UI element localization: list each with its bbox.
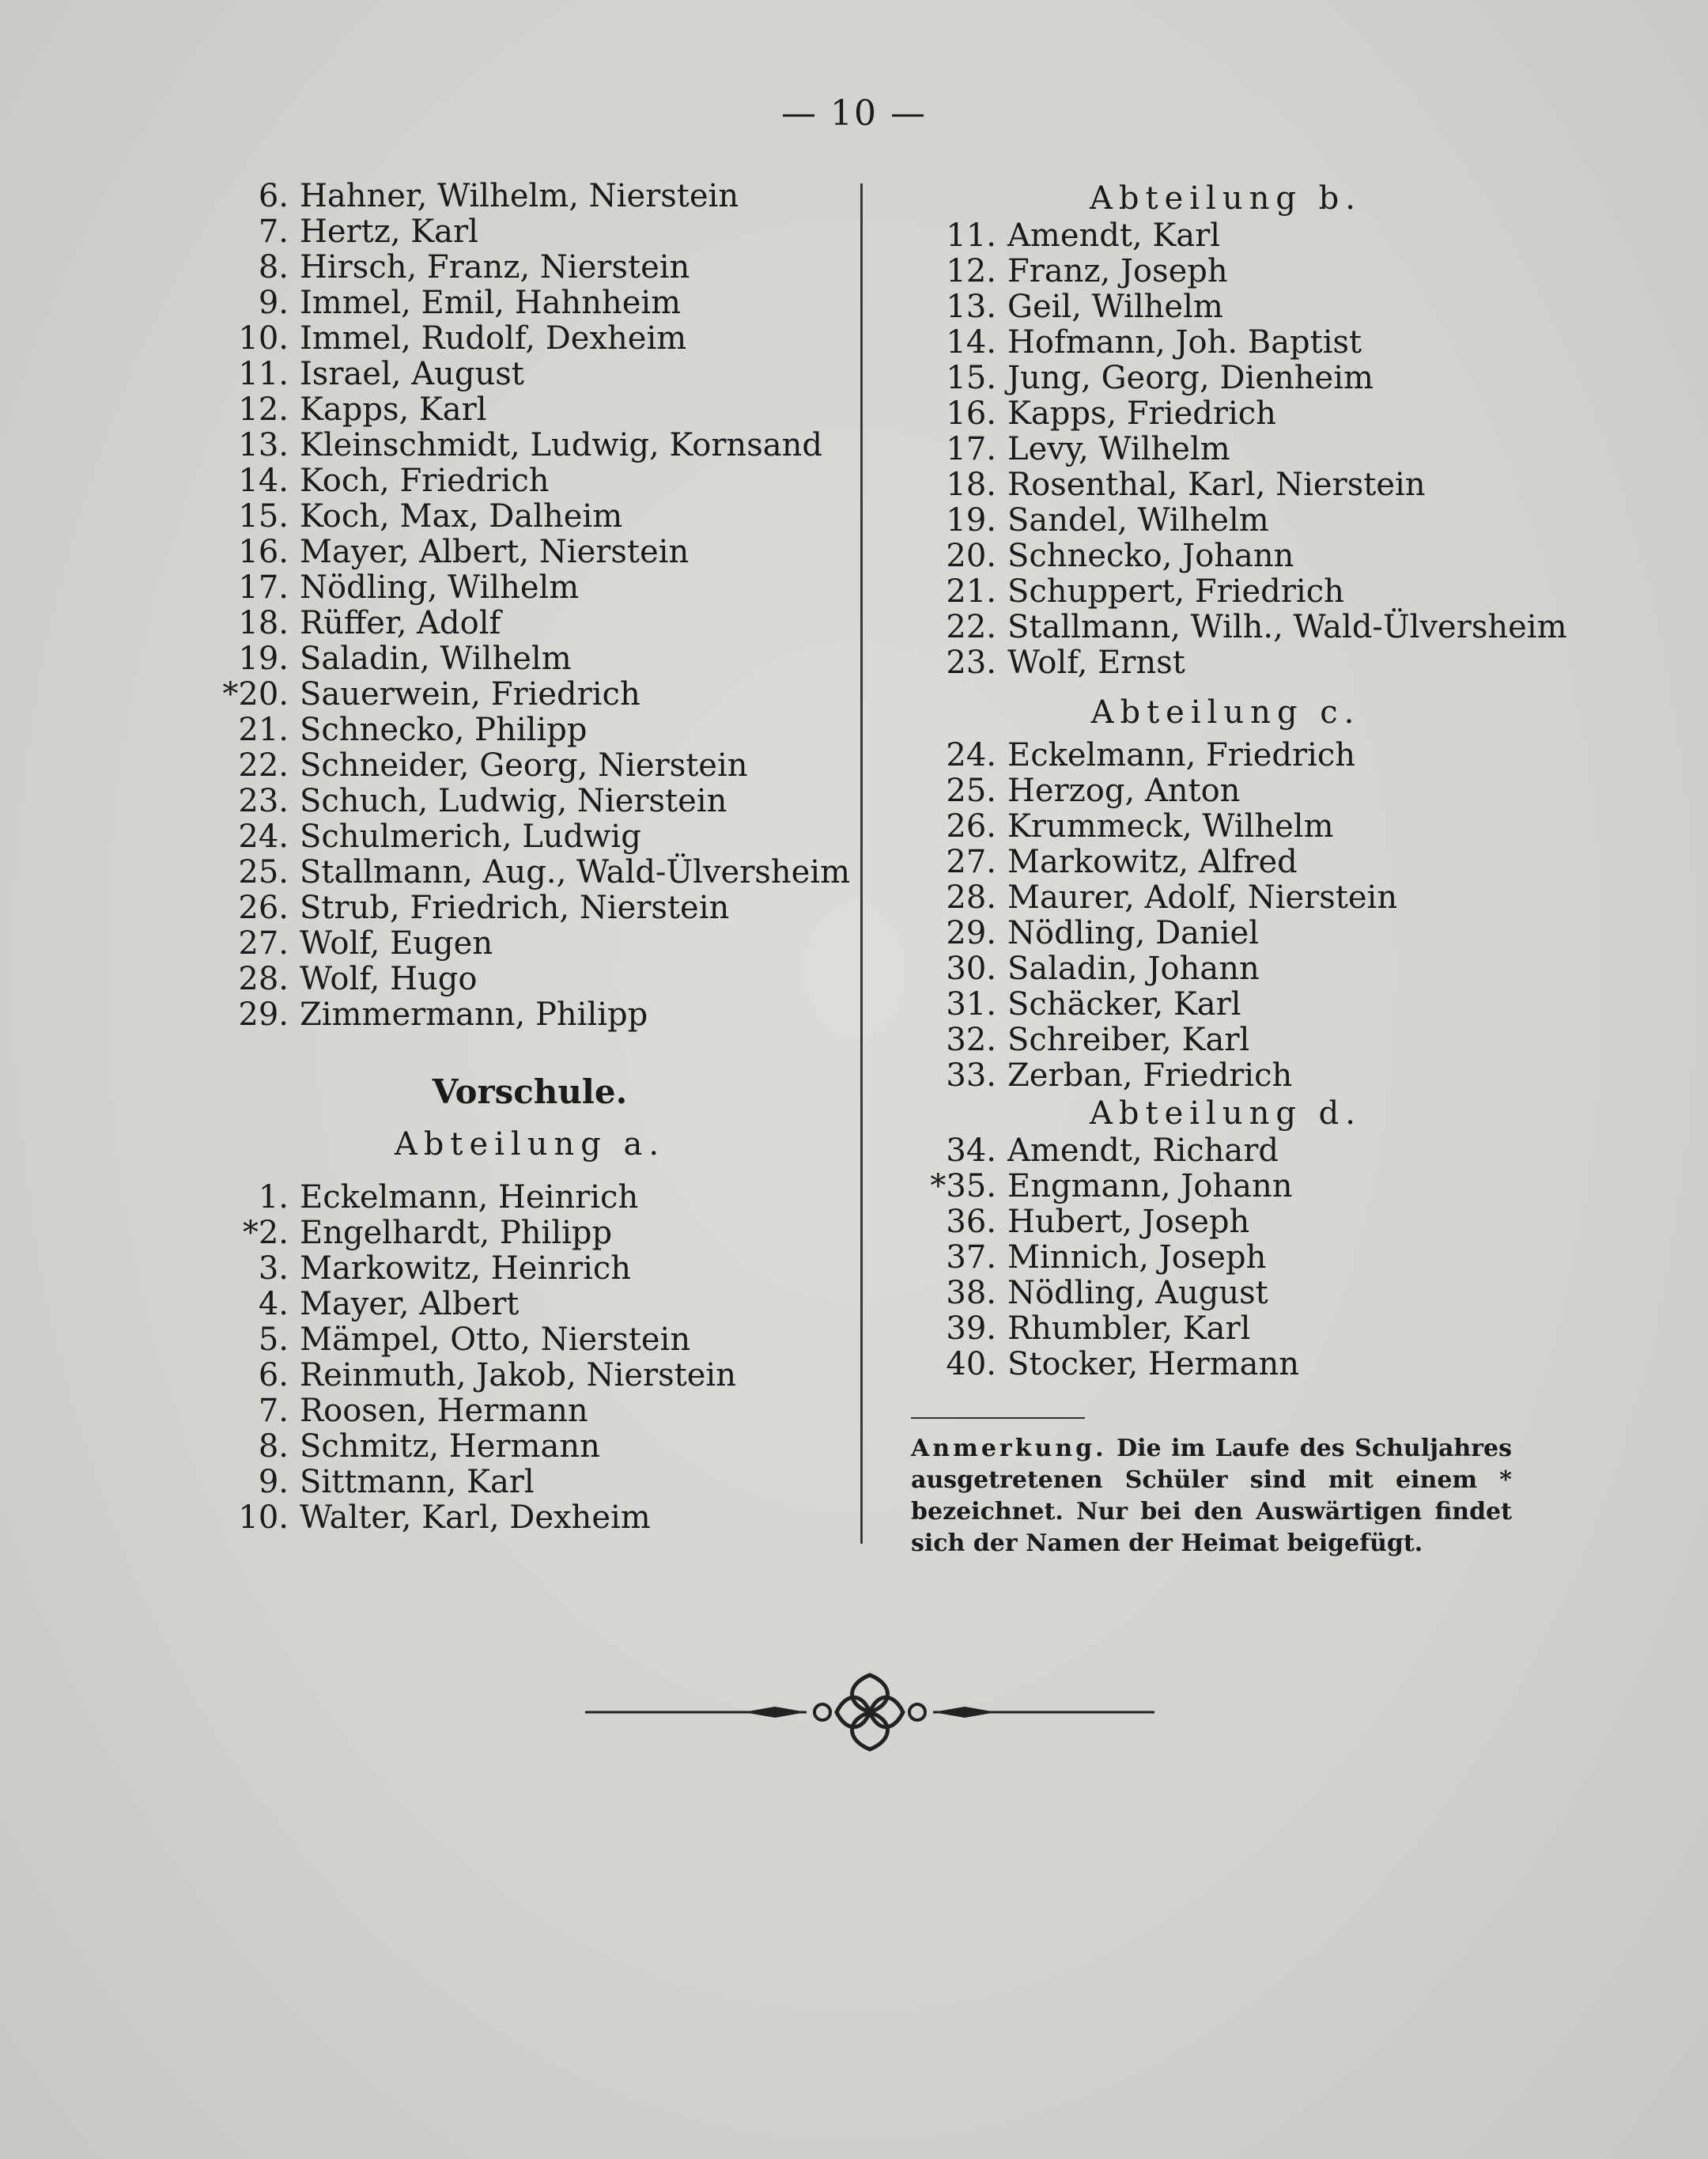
list-item xyxy=(198,392,862,428)
item-number: 1. xyxy=(258,1179,289,1216)
list-item xyxy=(901,1023,1550,1058)
item-number: 16. xyxy=(946,395,996,432)
item-number: 7. xyxy=(258,214,289,250)
item-number: 17. xyxy=(238,569,289,606)
item-number: 22. xyxy=(238,747,289,784)
item-number: 6. xyxy=(258,178,289,214)
right-column xyxy=(901,179,1567,1382)
list-item xyxy=(901,773,1550,809)
list-item xyxy=(198,428,862,463)
item-number: 12. xyxy=(238,391,289,428)
student-name: Koch, Friedrich xyxy=(300,463,550,499)
student-name: Immel, Emil, Hahnheim xyxy=(300,285,682,321)
student-name: Amendt, Karl xyxy=(1007,217,1221,254)
abteilung-d-heading: Abteilung d. xyxy=(1090,1095,1362,1132)
student-name: Geil, Wilhelm xyxy=(1007,289,1223,325)
list-item xyxy=(901,738,1550,773)
list-item xyxy=(198,926,862,962)
item-number: 39. xyxy=(946,1310,996,1347)
item-number: 21. xyxy=(946,573,996,610)
student-name: Sittmann, Karl xyxy=(300,1464,535,1500)
student-name: Sandel, Wilhelm xyxy=(1007,502,1269,539)
student-name: Nödling, Wilhelm xyxy=(300,569,580,606)
list-item xyxy=(901,467,1550,503)
list-item xyxy=(198,1180,862,1216)
list-item xyxy=(198,1216,862,1251)
abteilung-c-list xyxy=(901,738,1550,1094)
student-name: Stallmann, Aug., Wald-Ülversheim xyxy=(300,854,851,890)
student-name: Schnecko, Philipp xyxy=(300,712,588,748)
item-number: 28. xyxy=(946,879,996,916)
student-name: Hahner, Wilhelm, Nierstein xyxy=(300,178,739,214)
item-number: 29. xyxy=(238,996,289,1033)
student-name: Mayer, Albert, Nierstein xyxy=(300,534,690,570)
student-name: Koch, Max, Dalheim xyxy=(300,498,623,535)
item-number: 13. xyxy=(946,289,996,325)
list-item xyxy=(198,819,862,855)
item-number: 15. xyxy=(238,498,289,535)
list-item xyxy=(198,179,862,214)
list-item xyxy=(198,962,862,997)
student-name: Engelhardt, Philipp xyxy=(300,1215,613,1251)
student-name: Saladin, Wilhelm xyxy=(300,641,572,677)
list-item xyxy=(901,539,1550,574)
item-number: 10. xyxy=(238,320,289,357)
list-item xyxy=(198,713,862,748)
item-number: 12. xyxy=(946,253,996,289)
list-item xyxy=(901,1276,1550,1311)
item-number: 40. xyxy=(946,1346,996,1382)
list-item xyxy=(901,916,1550,951)
item-number: 3. xyxy=(258,1250,289,1287)
student-name: Schäcker, Karl xyxy=(1007,986,1241,1023)
item-number: 26. xyxy=(946,808,996,845)
item-number: 29. xyxy=(946,915,996,951)
item-number: 33. xyxy=(946,1057,996,1094)
abteilung-a-heading: Abteilung a. xyxy=(394,1126,666,1163)
item-number: 8. xyxy=(258,1428,289,1465)
student-name: Hirsch, Franz, Nierstein xyxy=(300,249,690,285)
footnote-text: Die im Laufe des Schuljahres ausgetretenen Schüler sind mit einem * bezeichnet. Nur bei den Auswärtigen findet sich der Namen der Heimat beigefügt. xyxy=(911,1435,1513,1557)
item-number: 27. xyxy=(238,925,289,962)
list-item xyxy=(198,535,862,570)
item-number: 10. xyxy=(238,1499,289,1536)
student-name: Roosen, Hermann xyxy=(300,1393,588,1429)
item-number: 30. xyxy=(946,951,996,987)
list-item xyxy=(198,997,862,1033)
list-item xyxy=(198,677,862,713)
item-number: 16. xyxy=(238,534,289,570)
item-number: 14. xyxy=(946,324,996,361)
list-item xyxy=(198,748,862,784)
student-name: Kapps, Karl xyxy=(300,391,487,428)
list-item xyxy=(198,606,862,641)
student-name: Eckelmann, Heinrich xyxy=(300,1179,639,1216)
list-item xyxy=(901,218,1550,254)
list-item xyxy=(901,574,1550,610)
decorative-ornament xyxy=(585,1669,1154,1756)
item-number: 9. xyxy=(258,1464,289,1500)
list-item xyxy=(901,396,1550,432)
list-item xyxy=(198,1287,862,1322)
item-number: 26. xyxy=(238,890,289,926)
list-item xyxy=(198,1322,862,1358)
student-name: Engmann, Johann xyxy=(1007,1168,1293,1204)
student-name: Levy, Wilhelm xyxy=(1007,431,1230,467)
item-number: 17. xyxy=(946,431,996,467)
student-name: Wolf, Hugo xyxy=(300,961,478,997)
item-number: 25. xyxy=(238,854,289,890)
list-item xyxy=(198,1358,862,1393)
student-name: Krummeck, Wilhelm xyxy=(1007,808,1334,845)
item-number: 19. xyxy=(238,641,289,677)
student-name: Franz, Joseph xyxy=(1007,253,1228,289)
student-name: Hofmann, Joh. Baptist xyxy=(1007,324,1362,361)
list-item xyxy=(901,880,1550,916)
list-item xyxy=(198,1251,862,1287)
list-item xyxy=(901,361,1550,396)
list-item xyxy=(901,432,1550,467)
list-item xyxy=(901,609,1567,645)
list-item xyxy=(198,463,862,499)
student-name: Saladin, Johann xyxy=(1007,951,1260,987)
student-name: Wolf, Eugen xyxy=(300,925,493,962)
student-name: Israel, August xyxy=(300,356,524,392)
student-name: Herzog, Anton xyxy=(1007,773,1241,809)
item-number: 38. xyxy=(946,1275,996,1311)
student-name: Markowitz, Alfred xyxy=(1007,844,1298,880)
student-name: Amendt, Richard xyxy=(1007,1132,1279,1169)
student-name: Kleinschmidt, Ludwig, Kornsand xyxy=(300,427,822,463)
item-number: 24. xyxy=(238,819,289,855)
item-number: 28. xyxy=(238,961,289,997)
footnote-rule xyxy=(911,1417,1085,1419)
item-number: 18. xyxy=(946,467,996,503)
student-name: Schreiber, Karl xyxy=(1007,1022,1250,1058)
list-item xyxy=(901,951,1550,987)
abteilung-b-list xyxy=(901,217,1567,681)
list-item xyxy=(198,250,862,285)
list-item xyxy=(198,855,862,890)
list-item xyxy=(901,1311,1550,1347)
item-number: 6. xyxy=(258,1357,289,1393)
student-name: Hertz, Karl xyxy=(300,214,478,250)
abteilung-d-list xyxy=(901,1133,1550,1382)
list-item xyxy=(198,784,862,819)
item-number: 20. xyxy=(946,538,996,574)
list-item xyxy=(198,499,862,535)
item-number: 23. xyxy=(946,645,996,681)
list-item xyxy=(901,289,1550,325)
footnote-label: Anmerkung. xyxy=(911,1435,1107,1462)
list-item xyxy=(901,1347,1550,1382)
student-name: Schnecko, Johann xyxy=(1007,538,1294,574)
item-number: 4. xyxy=(258,1286,289,1322)
list-item xyxy=(901,645,1550,681)
item-number: 24. xyxy=(946,737,996,773)
item-number: 11. xyxy=(946,217,996,254)
item-number: 19. xyxy=(946,502,996,539)
item-number: 18. xyxy=(238,605,289,641)
list-item xyxy=(901,1058,1550,1094)
item-number: 22. xyxy=(946,609,996,645)
left-student-list xyxy=(198,179,862,1033)
student-name: Zerban, Friedrich xyxy=(1007,1057,1293,1094)
student-name: Mämpel, Otto, Nierstein xyxy=(300,1321,691,1358)
student-name: Schuch, Ludwig, Nierstein xyxy=(300,783,727,819)
list-item xyxy=(901,1240,1550,1276)
item-number: 15. xyxy=(946,360,996,396)
list-item xyxy=(198,1500,862,1536)
student-name: Markowitz, Heinrich xyxy=(300,1250,632,1287)
page-number: — 10 — xyxy=(781,93,927,134)
item-number: *2. xyxy=(242,1215,289,1251)
student-name: Jung, Georg, Dienheim xyxy=(1007,360,1374,396)
list-item xyxy=(901,809,1550,845)
item-number: *35. xyxy=(930,1168,996,1204)
list-item xyxy=(901,1169,1550,1204)
list-item xyxy=(198,570,862,606)
vorschule-student-list xyxy=(198,1180,862,1536)
student-name: Immel, Rudolf, Dexheim xyxy=(300,320,687,357)
item-number: *20. xyxy=(222,676,289,713)
list-item xyxy=(198,321,862,357)
item-number: 14. xyxy=(238,463,289,499)
item-number: 13. xyxy=(238,427,289,463)
item-number: 7. xyxy=(258,1393,289,1429)
student-name: Nödling, August xyxy=(1007,1275,1268,1311)
student-name: Walter, Karl, Dexheim xyxy=(300,1499,651,1536)
student-name: Kapps, Friedrich xyxy=(1007,395,1276,432)
list-item xyxy=(901,1204,1550,1240)
list-item xyxy=(901,987,1550,1023)
student-name: Schmitz, Hermann xyxy=(300,1428,600,1465)
list-item xyxy=(198,1393,862,1429)
list-item xyxy=(901,325,1550,361)
student-name: Maurer, Adolf, Nierstein xyxy=(1007,879,1398,916)
student-name: Zimmermann, Philipp xyxy=(300,996,648,1033)
item-number: 11. xyxy=(238,356,289,392)
item-number: 23. xyxy=(238,783,289,819)
abteilung-c-heading: Abteilung c. xyxy=(1090,694,1361,731)
list-item xyxy=(901,845,1550,880)
list-item xyxy=(901,1133,1550,1169)
item-number: 25. xyxy=(946,773,996,809)
student-name: Eckelmann, Friedrich xyxy=(1007,737,1356,773)
item-number: 34. xyxy=(946,1132,996,1169)
item-number: 31. xyxy=(946,986,996,1023)
item-number: 27. xyxy=(946,844,996,880)
list-item xyxy=(901,254,1550,289)
student-name: Stallmann, Wilh., Wald-Ülversheim xyxy=(1007,609,1567,645)
student-name: Rosenthal, Karl, Nierstein xyxy=(1007,467,1426,503)
list-item xyxy=(198,1429,862,1465)
student-name: Minnich, Joseph xyxy=(1007,1239,1267,1276)
student-name: Stocker, Hermann xyxy=(1007,1346,1300,1382)
item-number: 32. xyxy=(946,1022,996,1058)
student-name: Rhumbler, Karl xyxy=(1007,1310,1251,1347)
list-item xyxy=(198,357,862,392)
student-name: Hubert, Joseph xyxy=(1007,1204,1250,1240)
student-name: Schneider, Georg, Nierstein xyxy=(300,747,748,784)
footnote xyxy=(911,1433,1512,1560)
item-number: 21. xyxy=(238,712,289,748)
student-name: Strub, Friedrich, Nierstein xyxy=(300,890,730,926)
student-name: Sauerwein, Friedrich xyxy=(300,676,640,713)
item-number: 9. xyxy=(258,285,289,321)
student-name: Nödling, Daniel xyxy=(1007,915,1260,951)
list-item xyxy=(198,890,862,926)
student-name: Schuppert, Friedrich xyxy=(1007,573,1344,610)
abteilung-b-heading: Abteilung b. xyxy=(1090,180,1362,217)
item-number: 5. xyxy=(258,1321,289,1358)
student-name: Rüffer, Adolf xyxy=(300,605,501,641)
student-name: Mayer, Albert xyxy=(300,1286,520,1322)
list-item xyxy=(198,214,862,250)
vorschule-heading: Vorschule. xyxy=(432,1072,628,1111)
item-number: 37. xyxy=(946,1239,996,1276)
list-item xyxy=(901,503,1550,539)
student-name: Wolf, Ernst xyxy=(1007,645,1185,681)
list-item xyxy=(198,285,862,321)
list-item xyxy=(198,641,862,677)
student-name: Schulmerich, Ludwig xyxy=(300,819,641,855)
left-column xyxy=(198,179,862,1536)
student-name: Reinmuth, Jakob, Nierstein xyxy=(300,1357,736,1393)
item-number: 8. xyxy=(258,249,289,285)
item-number: 36. xyxy=(946,1204,996,1240)
list-item xyxy=(198,1465,862,1500)
